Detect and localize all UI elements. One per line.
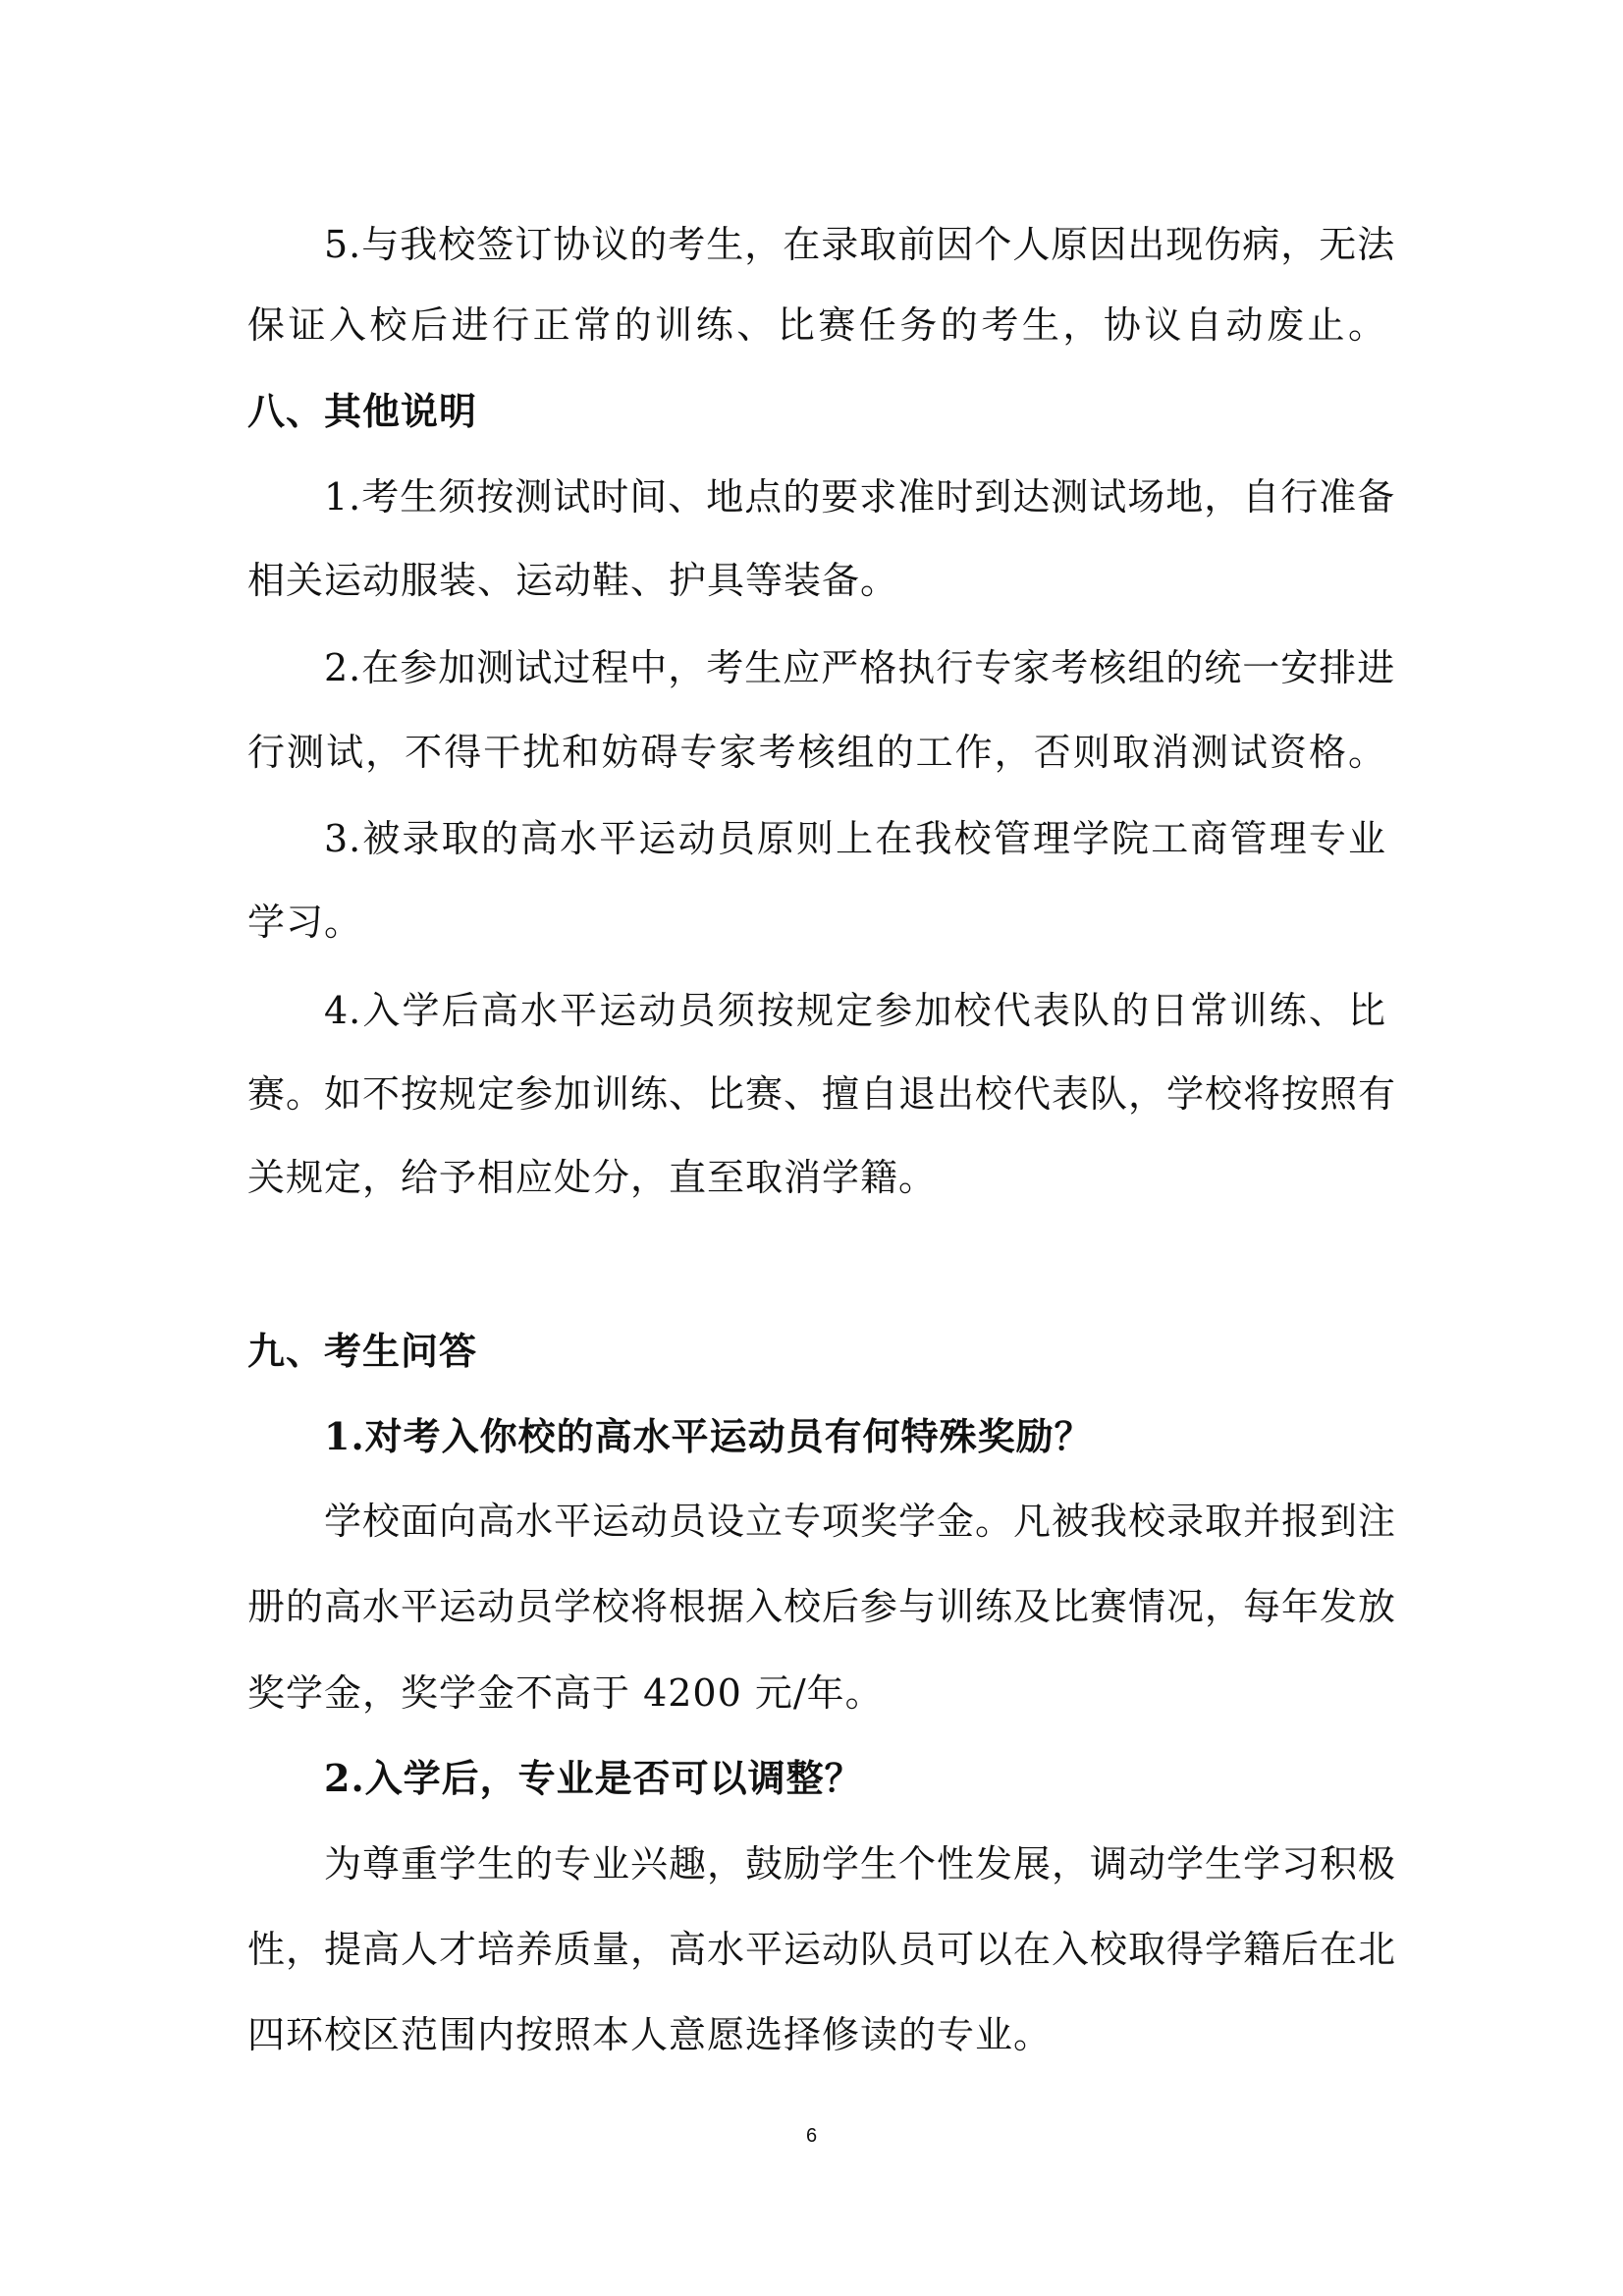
- answer2-line2: 性，提高人才培养质量，高水平运动队员可以在入校取得学籍后在北: [247, 1928, 1397, 1971]
- question-2: 2.入学后，专业是否可以调整？: [324, 1756, 863, 1800]
- answer2-line3: 四环校区范围内按照本人意愿选择修读的专业。: [247, 2013, 1053, 2056]
- item5-line2: 保证入校后进行正常的训练、比赛任务的考生，协议自动废止。: [247, 303, 1386, 347]
- answer1-line3: 奖学金，奖学金不高于 4200 元/年。: [247, 1671, 884, 1715]
- section-nine-heading: 九、考生问答: [247, 1330, 478, 1373]
- answer2-line1: 为尊重学生的专业兴趣，鼓励学生个性发展，调动学生学习积极: [324, 1842, 1397, 1886]
- eight-item1-line2: 相关运动服装、运动鞋、护具等装备。: [247, 559, 899, 602]
- section-eight-heading: 八、其他说明: [247, 390, 478, 433]
- eight-item4-line2: 赛。如不按规定参加训练、比赛、擅自退出校代表队，学校将按照有: [247, 1072, 1397, 1116]
- question-1: 1.对考入你校的高水平运动员有何特殊奖励？: [324, 1414, 1093, 1458]
- eight-item3-line1: 3.被录取的高水平运动员原则上在我校管理学院工商管理专业: [324, 817, 1386, 860]
- answer1-line1: 学校面向高水平运动员设立专项奖学金。凡被我校录取并报到注: [324, 1500, 1397, 1543]
- answer1-line2: 册的高水平运动员学校将根据入校后参与训练及比赛情况，每年发放: [247, 1585, 1397, 1628]
- eight-item3-line2: 学习。: [247, 901, 363, 944]
- eight-item4-line1: 4.入学后高水平运动员须按规定参加校代表队的日常训练、比: [324, 989, 1386, 1032]
- eight-item4-line3: 关规定，给予相应处分，直至取消学籍。: [247, 1156, 938, 1199]
- eight-item2-line2: 行测试，不得干扰和妨碍专家考核组的工作，否则取消测试资格。: [247, 731, 1386, 774]
- eight-item1-line1: 1.考生须按测试时间、地点的要求准时到达测试场地，自行准备: [324, 475, 1396, 519]
- eight-item2-line1: 2.在参加测试过程中，考生应严格执行专家考核组的统一安排进: [324, 646, 1396, 689]
- page-number: 6: [805, 2125, 818, 2147]
- item5-line1: 5.与我校签订协议的考生，在录取前因个人原因出现伤病，无法: [324, 223, 1396, 266]
